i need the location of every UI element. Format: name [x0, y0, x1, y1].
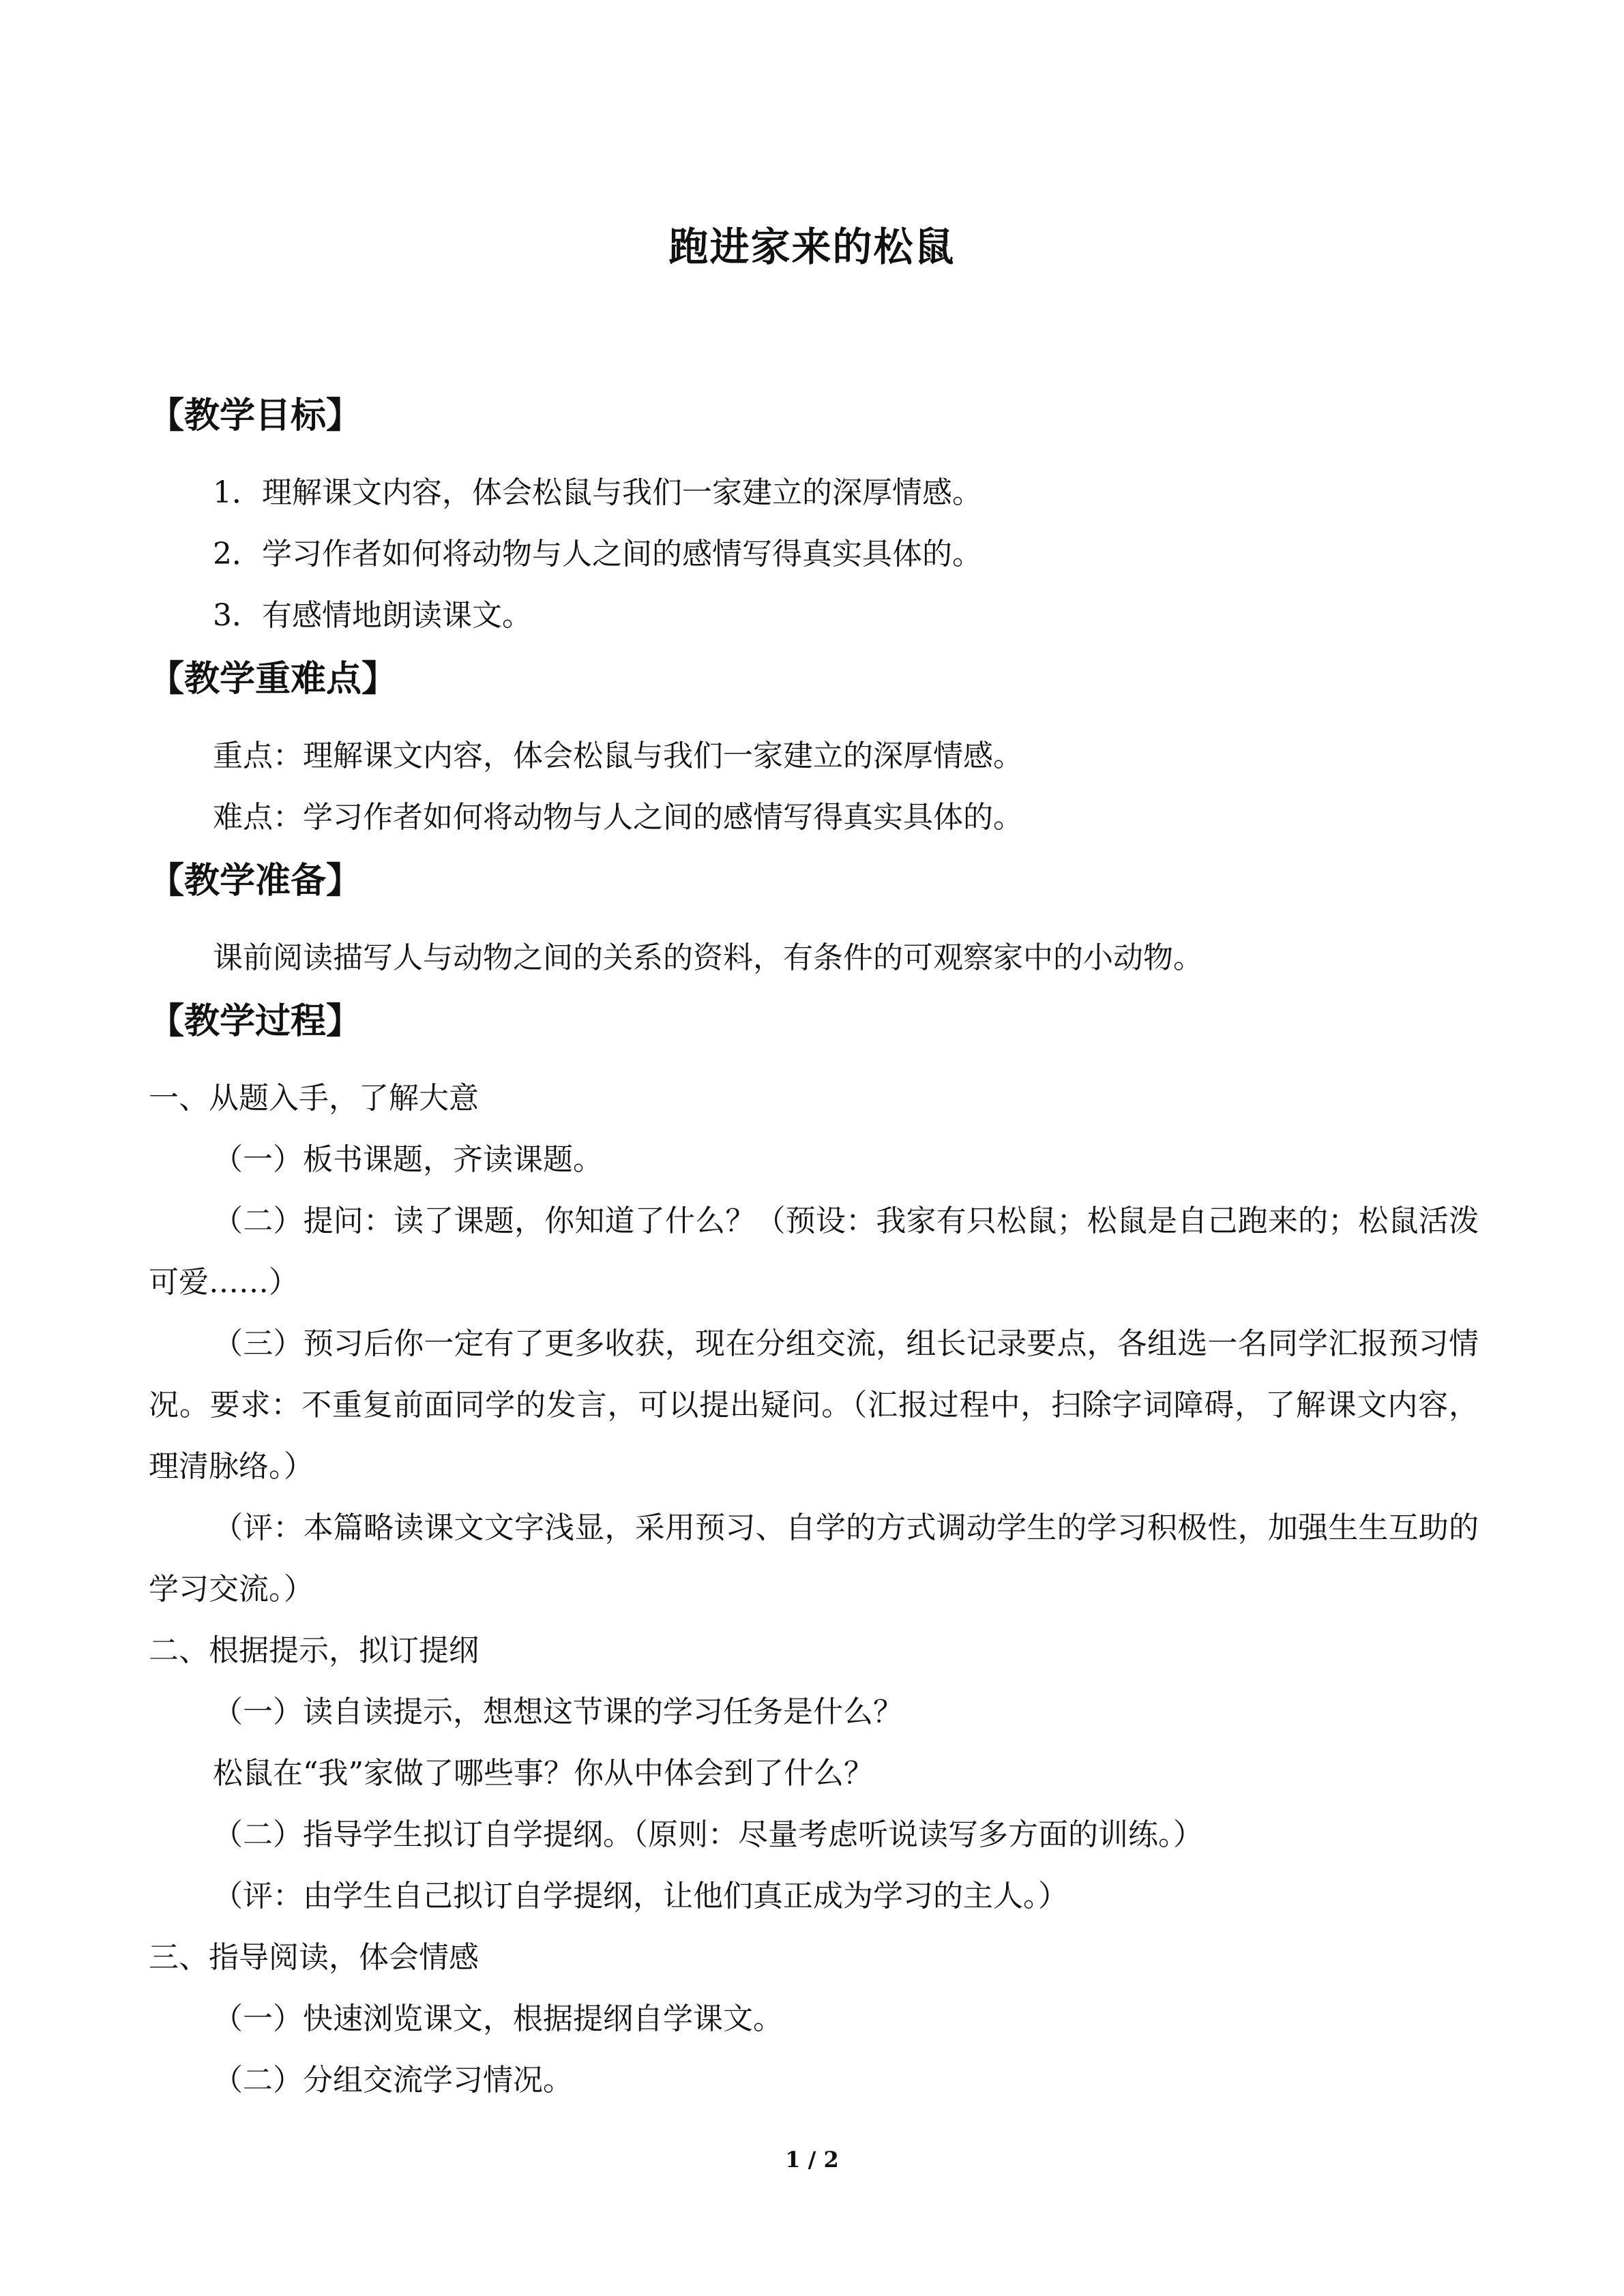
- process-part2-p1: （一）读自读提示，想想这节课的学习任务是什么？: [213, 1695, 903, 1729]
- key-point-item-1: 重点：理解课文内容，体会松鼠与我们一家建立的深厚情感。: [213, 739, 1023, 773]
- objective-item-1: 1．理解课文内容，体会松鼠与我们一家建立的深厚情感。: [213, 475, 982, 510]
- heading-objectives: 【教学目标】: [149, 396, 362, 436]
- process-part2-title: 二、根据提示，拟订提纲: [149, 1633, 479, 1668]
- key-point-item-2: 难点：学习作者如何将动物与人之间的感情写得真实具体的。: [213, 800, 1023, 835]
- objective-item-3: 3．有感情地朗读课文。: [213, 598, 532, 633]
- process-part2-p3: （二）指导学生拟订自学提纲。（原则：尽量考虑听说读写多方面的训练。）: [213, 1817, 1203, 1852]
- objective-item-2: 2．学习作者如何将动物与人之间的感情写得真实具体的。: [213, 537, 982, 571]
- process-part2-p2: 松鼠在“我”家做了哪些事？你从中体会到了什么？: [213, 1756, 874, 1791]
- process-part1-p4: （评：本篇略读课文文字浅显，采用预习、自学的方式调动学生的学习积极性，加强生生互助的学习交流。）: [149, 1510, 1479, 1607]
- preparation-text: 课前阅读描写人与动物之间的关系的资料，有条件的可观察家中的小动物。: [213, 940, 1203, 975]
- process-part2-p4: （评：由学生自己拟订自学提纲，让他们真正成为学习的主人。）: [213, 1879, 1068, 1913]
- document-title: 跑进家来的松鼠: [668, 224, 956, 270]
- process-part3-p2: （二）分组交流学习情况。: [213, 2063, 573, 2098]
- process-part3-p1: （一）快速浏览课文，根据提纲自学课文。: [213, 2001, 783, 2036]
- heading-key-points: 【教学重难点】: [149, 659, 398, 700]
- heading-preparation: 【教学准备】: [149, 861, 362, 901]
- process-part1-p3: （三）预习后你一定有了更多收获，现在分组交流，组长记录要点，各组选一名同学汇报预习情况。要求：不重复前面同学的发言，可以提出疑问。（汇报过程中，扫除字词障碍，了解课文内容，理清脉络。）: [149, 1326, 1479, 1484]
- heading-process: 【教学过程】: [149, 1001, 362, 1042]
- page-number: 1 / 2: [785, 2147, 839, 2173]
- process-part1-p1: （一）板书课题，齐读课题。: [213, 1142, 603, 1177]
- process-part1-title: 一、从题入手，了解大意: [149, 1081, 479, 1116]
- document-body: [149, 389, 1479, 2111]
- process-part3-title: 三、指导阅读，体会情感: [149, 1940, 479, 1975]
- process-part1-p2: （二）提问：读了课题，你知道了什么？（预设：我家有只松鼠；松鼠是自己跑来的；松鼠活泼可爱……）: [149, 1204, 1479, 1300]
